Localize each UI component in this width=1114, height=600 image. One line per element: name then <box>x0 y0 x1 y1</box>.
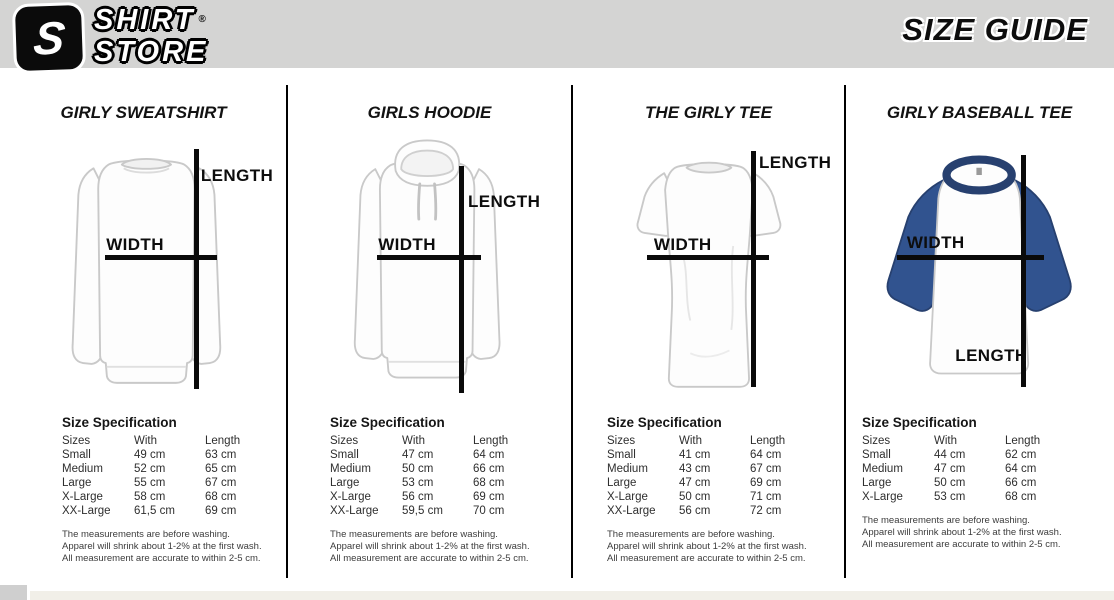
garment-title: GIRLY BASEBALL TEE <box>886 103 1073 122</box>
col-header-length: Length <box>1005 435 1041 447</box>
size-length: 64 cm <box>473 449 505 461</box>
disclaimer-line: The measurements are before washing. <box>62 529 230 540</box>
col-header-length: Length <box>205 435 241 447</box>
table-row <box>330 504 572 518</box>
width-measure-line <box>105 255 217 260</box>
col-header-sizes: Sizes <box>330 435 359 447</box>
garment-title: THE GIRLY TEE <box>645 103 772 122</box>
logo-line-1 <box>94 4 208 36</box>
size-width: 49 cm <box>134 449 166 461</box>
size-width: 47 cm <box>934 463 966 475</box>
garment-figure <box>0 135 287 405</box>
table-header-row <box>607 434 845 448</box>
col-header-sizes: Sizes <box>607 435 636 447</box>
table-row <box>62 476 287 490</box>
table-row <box>862 462 1114 476</box>
disclaimer-line: All measurement are accurate to within 2-5 cm. <box>607 553 806 564</box>
col-header-width: With <box>134 435 157 447</box>
size-specification <box>607 415 845 565</box>
logo-wordmark <box>94 4 208 68</box>
size-length: 67 cm <box>205 477 237 489</box>
length-label: LENGTH <box>759 152 832 172</box>
brand-word-shirt: SHIRT <box>94 4 196 36</box>
size-name: Small <box>62 449 91 461</box>
size-length: 69 cm <box>750 477 782 489</box>
size-name: Large <box>62 477 92 489</box>
size-width: 47 cm <box>402 449 434 461</box>
size-name: Large <box>607 477 637 489</box>
size-width: 56 cm <box>679 505 711 517</box>
width-label: WIDTH <box>906 232 965 252</box>
size-name: Small <box>862 449 891 461</box>
disclaimer-line: The measurements are before washing. <box>607 529 775 540</box>
size-specification <box>330 415 572 565</box>
size-name: XX-Large <box>330 505 379 517</box>
table-header-row <box>862 434 1114 448</box>
col-header-sizes: Sizes <box>62 435 91 447</box>
brand-word-store: STORE <box>94 36 209 68</box>
col-header-sizes: Sizes <box>862 435 891 447</box>
table-header-row <box>62 434 287 448</box>
size-name: Medium <box>862 463 903 475</box>
table-row <box>862 476 1114 490</box>
size-name: XX-Large <box>607 505 656 517</box>
table-row <box>607 476 845 490</box>
size-width: 43 cm <box>679 463 711 475</box>
size-name: X-Large <box>607 491 648 503</box>
size-length: 68 cm <box>1005 491 1037 503</box>
table-row <box>330 490 572 504</box>
spec-title: Size Specification <box>330 415 445 430</box>
table-header-row <box>330 434 572 448</box>
size-width: 44 cm <box>934 449 966 461</box>
size-width: 61,5 cm <box>134 505 175 517</box>
disclaimer <box>862 515 1114 551</box>
size-name: Small <box>330 449 359 461</box>
size-specification <box>862 415 1114 551</box>
width-label: WIDTH <box>378 235 436 255</box>
length-label: LENGTH <box>467 192 541 212</box>
length-measure-line <box>751 151 756 387</box>
disclaimer-line: Apparel will shrink about 1-2% at the first wash. <box>607 541 807 552</box>
table-row <box>607 462 845 476</box>
size-width: 55 cm <box>134 477 166 489</box>
col-header-width: With <box>934 435 957 447</box>
size-name: X-Large <box>862 491 903 503</box>
size-length: 66 cm <box>1005 477 1037 489</box>
size-length: 62 cm <box>1005 449 1037 461</box>
length-measure-line <box>194 149 199 389</box>
size-length: 64 cm <box>750 449 782 461</box>
disclaimer <box>330 529 572 565</box>
size-name: Medium <box>62 463 103 475</box>
size-length: 69 cm <box>205 505 237 517</box>
disclaimer-line: The measurements are before washing. <box>862 515 1030 526</box>
disclaimer-line: Apparel will shrink about 1-2% at the first wash. <box>330 541 530 552</box>
spec-title: Size Specification <box>607 415 722 430</box>
col-header-width: With <box>402 435 425 447</box>
spec-title: Size Specification <box>62 415 177 430</box>
table-row <box>62 504 287 518</box>
size-width: 53 cm <box>934 491 966 503</box>
size-width: 53 cm <box>402 477 434 489</box>
size-width: 50 cm <box>402 463 434 475</box>
shirt-store-logo <box>16 6 208 70</box>
size-width: 41 cm <box>679 449 711 461</box>
hoodie-image <box>316 135 541 400</box>
size-width: 50 cm <box>934 477 966 489</box>
garment-figure <box>845 135 1114 405</box>
garment-figure <box>572 135 845 405</box>
header <box>0 0 1114 68</box>
column-girly-tee <box>572 85 845 565</box>
width-measure-line <box>897 255 1044 260</box>
size-name: XX-Large <box>62 505 111 517</box>
size-length: 69 cm <box>473 491 505 503</box>
corner-block <box>0 585 27 600</box>
logo-line-2 <box>94 36 208 68</box>
disclaimer <box>62 529 287 565</box>
table-row <box>330 448 572 462</box>
table-row <box>62 462 287 476</box>
table-row <box>862 448 1114 462</box>
col-header-width: With <box>679 435 702 447</box>
garment-title: GIRLY SWEATSHIRT <box>60 103 227 122</box>
size-length: 65 cm <box>205 463 237 475</box>
bottom-band <box>30 591 1114 600</box>
size-width: 58 cm <box>134 491 166 503</box>
disclaimer-line: Apparel will shrink about 1-2% at the first wash. <box>62 541 262 552</box>
page-title: SIZE GUIDE <box>902 12 1088 47</box>
column-girly-baseball-tee <box>845 85 1114 565</box>
width-label: WIDTH <box>653 235 712 255</box>
table-row <box>330 476 572 490</box>
table-row <box>62 490 287 504</box>
table-row <box>607 448 845 462</box>
size-length: 67 cm <box>750 463 782 475</box>
table-row <box>330 462 572 476</box>
table-row <box>607 504 845 518</box>
disclaimer <box>607 529 845 565</box>
shirt-store-logo-icon <box>15 5 83 71</box>
width-measure-line <box>377 255 481 260</box>
size-name: X-Large <box>62 491 103 503</box>
size-name: Large <box>862 477 892 489</box>
table-row <box>62 448 287 462</box>
size-width: 56 cm <box>402 491 434 503</box>
col-header-length: Length <box>750 435 786 447</box>
size-specification <box>62 415 287 565</box>
size-name: X-Large <box>330 491 371 503</box>
spec-title: Size Specification <box>862 415 977 430</box>
column-girly-sweatshirt <box>0 85 287 565</box>
tee-image <box>597 143 821 405</box>
size-length: 72 cm <box>750 505 782 517</box>
size-name: Small <box>607 449 636 461</box>
garment-title: GIRLS HOODIE <box>367 103 492 122</box>
disclaimer-line: The measurements are before washing. <box>330 529 498 540</box>
disclaimer-line: Apparel will shrink about 1-2% at the first wash. <box>862 527 1062 538</box>
size-width: 50 cm <box>679 491 711 503</box>
size-length: 63 cm <box>205 449 237 461</box>
size-name: Medium <box>607 463 648 475</box>
size-length: 66 cm <box>473 463 505 475</box>
table-row <box>862 490 1114 504</box>
size-width: 52 cm <box>134 463 166 475</box>
size-name: Medium <box>330 463 371 475</box>
length-label: LENGTH <box>200 166 274 186</box>
size-length: 70 cm <box>473 505 505 517</box>
width-label: WIDTH <box>106 235 164 255</box>
size-width: 59,5 cm <box>402 505 443 517</box>
table-row <box>607 490 845 504</box>
column-girls-hoodie <box>287 85 572 565</box>
size-length: 68 cm <box>473 477 505 489</box>
size-length: 64 cm <box>1005 463 1037 475</box>
garment-figure <box>287 135 572 405</box>
length-measure-line <box>459 166 464 393</box>
size-length: 71 cm <box>750 491 782 503</box>
size-length: 68 cm <box>205 491 237 503</box>
width-measure-line <box>647 255 768 260</box>
length-label: LENGTH <box>955 345 1028 365</box>
registered-mark: ® <box>198 14 206 25</box>
disclaimer-line: All measurement are accurate to within 2-5 cm. <box>862 539 1061 550</box>
disclaimer-line: All measurement are accurate to within 2-5 cm. <box>330 553 529 564</box>
size-width: 47 cm <box>679 477 711 489</box>
size-name: Large <box>330 477 360 489</box>
disclaimer-line: All measurement are accurate to within 2-5 cm. <box>62 553 261 564</box>
col-header-length: Length <box>473 435 509 447</box>
logo-letter: S <box>30 11 68 65</box>
garment-columns <box>0 85 1114 565</box>
